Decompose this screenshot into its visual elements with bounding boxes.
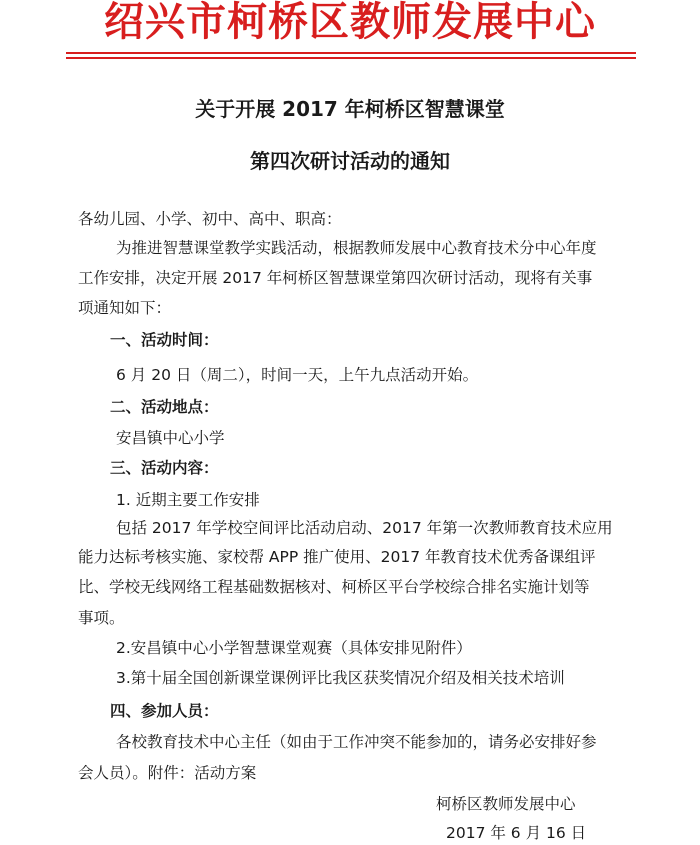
intro-line-3: 项通知如下： bbox=[78, 299, 172, 317]
section-2-text: 安昌镇中心小学 bbox=[116, 429, 225, 447]
signature-org: 柯桥区教师发展中心 bbox=[436, 795, 576, 813]
section-3-heading: 三、活动内容： bbox=[110, 459, 219, 477]
intro-line-1: 为推进智慧课堂教学实践活动，根据教师发展中心教育技术分中心年度 bbox=[116, 239, 597, 257]
section-4-heading: 四、参加人员： bbox=[110, 702, 219, 720]
section-1-text: 6 月 20 日（周二），时间一天，上午九点活动开始。 bbox=[116, 366, 479, 384]
header-rule-bottom bbox=[66, 57, 636, 59]
section-4-line-1: 各校教育技术中心主任（如由于工作冲突不能参加的，请务必安排好参 bbox=[116, 733, 597, 751]
section-3-item-2: 2.安昌镇中心小学智慧课堂观赛（具体安排见附件） bbox=[116, 639, 472, 657]
header-rule-top bbox=[66, 52, 636, 54]
section-3-item-1-line-2: 能力达标考核实施、家校帮 APP 推广使用、2017 年教育技术优秀备课组评 bbox=[78, 548, 596, 566]
notice-title-line2: 第四次研讨活动的通知 bbox=[250, 149, 450, 173]
intro-line-2: 工作安排，决定开展 2017 年柯桥区智慧课堂第四次研讨活动，现将有关事 bbox=[78, 269, 593, 287]
section-1-heading: 一、活动时间： bbox=[110, 331, 219, 349]
document-header: 绍兴市柯桥区教师发展中心 bbox=[104, 0, 596, 45]
notice-title-line1: 关于开展 2017 年柯桥区智慧课堂 bbox=[195, 97, 505, 121]
salutation: 各幼儿园、小学、初中、高中、职高： bbox=[78, 210, 342, 228]
section-2-heading: 二、活动地点： bbox=[110, 398, 219, 416]
section-3-item-1-line-3: 比、学校无线网络工程基础数据核对、柯桥区平台学校综合排名实施计划等 bbox=[78, 578, 590, 596]
section-3-item-1-title: 1. 近期主要工作安排 bbox=[116, 491, 260, 509]
section-3-item-1-line-4: 事项。 bbox=[78, 609, 125, 627]
section-3-item-3: 3.第十届全国创新课堂课例评比我区获奖情况介绍及相关技术培训 bbox=[116, 669, 565, 687]
signature-date: 2017 年 6 月 16 日 bbox=[446, 824, 587, 842]
section-3-item-1-line-1: 包括 2017 年学校空间评比活动启动、2017 年第一次教师教育技术应用 bbox=[116, 519, 613, 537]
section-4-line-2: 会人员）。附件：活动方案 bbox=[78, 764, 257, 782]
